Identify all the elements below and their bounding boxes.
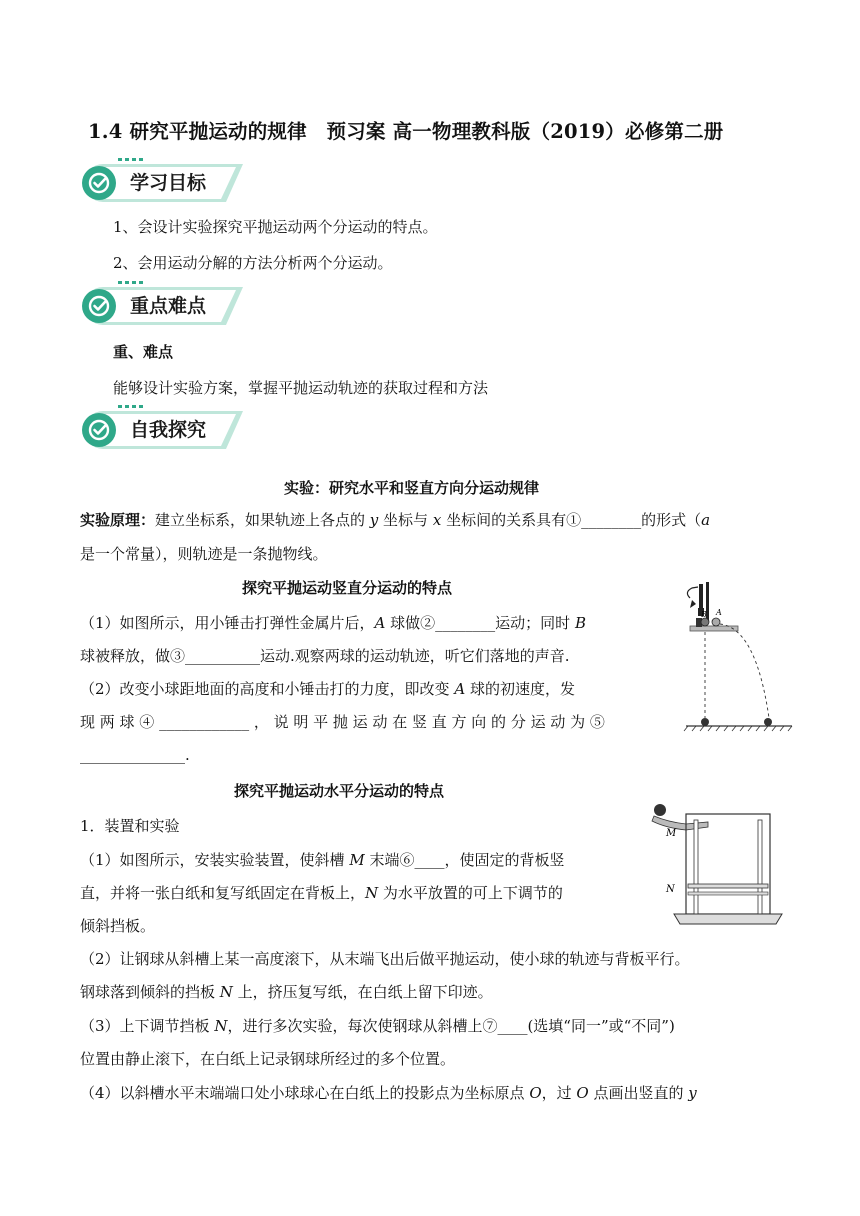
section-badge-explore	[78, 405, 248, 455]
horizontal-p1-line3: 倾斜挡板。	[80, 917, 156, 935]
vertical-p1-line2: 球被释放，做③__________运动.观察两球的运动轨迹，听它们落地的声音.	[80, 647, 570, 665]
text: 上，挤压复写纸，在白纸上留下印迹。	[232, 983, 493, 1001]
vertical-heading: 探究平抛运动竖直分运动的特点	[242, 579, 453, 597]
var: N	[219, 983, 233, 1001]
principle-label: 实验原理：	[80, 511, 156, 529]
horizontal-p3-line2: 位置由静止滚下，在白纸上记录钢球所经过的多个位置。	[80, 1050, 456, 1068]
text: 球的初速度，发	[465, 680, 575, 698]
text: （4）以斜槽水平末端端口处小球球心在白纸上的投影点为坐标原点	[80, 1084, 530, 1102]
horizontal-p2-line2	[80, 981, 493, 1003]
section-title-goals: 学习目标	[130, 172, 207, 194]
vertical-p2-line3: ______________.	[80, 746, 190, 764]
horizontal-p2-line1: （2）让钢球从斜槽上某一高度滚下，从末端飞出后做平抛运动，使小球的轨迹与背板平行。	[80, 950, 690, 968]
text: （3）上下调节挡板	[80, 1017, 215, 1035]
principle-line-2: 是一个常量），则轨迹是一条抛物线。	[80, 545, 328, 563]
text: 为水平放置的可上下调节的	[378, 884, 563, 902]
text: 点画出竖直的	[588, 1084, 689, 1102]
horizontal-heading: 探究平抛运动水平分运动的特点	[234, 782, 445, 800]
text: 建立坐标系，如果轨迹上各点的	[155, 511, 370, 529]
vertical-p1-line1	[80, 612, 586, 634]
horizontal-p3-line1	[80, 1015, 675, 1037]
vertical-p2-line1	[80, 678, 575, 700]
horizontal-p1-line2	[80, 882, 563, 904]
var: N	[365, 884, 379, 902]
horizontal-p1-line1	[80, 849, 564, 871]
var: N	[214, 1017, 228, 1035]
section-title-explore: 自我探究	[130, 419, 207, 441]
goal-2: 2、会用运动分解的方法分析两个分运动。	[113, 254, 393, 272]
horizontal-p4-line1	[80, 1082, 697, 1104]
figure-label-M: M	[666, 828, 677, 839]
var: M	[349, 851, 365, 869]
var: O	[576, 1084, 589, 1102]
principle-line-1	[80, 509, 710, 531]
page-title: 1.4 研究平抛运动的规律 预习案 高一物理教科版（2019）必修第二册	[88, 120, 724, 143]
figure-projectile-apparatus	[648, 800, 788, 932]
figure-free-fall-apparatus	[676, 578, 796, 738]
var: y	[688, 1084, 697, 1102]
var: x	[432, 511, 442, 529]
vertical-p2-line2: 现 两 球 ④ ____________ ， 说 明 平 抛 运 动 在 竖 直 方 向 的 分 运 动 为 ⑤	[80, 713, 605, 731]
section-badge-goals	[78, 158, 248, 208]
section-badge-key	[78, 281, 248, 331]
var: B	[574, 614, 586, 632]
text: 钢球落到倾斜的挡板	[80, 983, 220, 1001]
text: 球做②________运动；同时	[385, 614, 575, 632]
text: 坐标与	[378, 511, 433, 529]
var: A	[374, 614, 386, 632]
var: A	[454, 680, 466, 698]
text: （1）如图所示，安装实验装置，使斜槽	[80, 851, 350, 869]
text: （1）如图所示，用小锤击打弹性金属片后，	[80, 614, 375, 632]
var: y	[369, 511, 379, 529]
experiment-heading: 实验：研究水平和竖直方向分运动规律	[284, 479, 540, 497]
var: a	[701, 511, 711, 529]
text: ，过	[541, 1084, 577, 1102]
var: O	[529, 1084, 542, 1102]
text: 坐标间的关系具有①________的形式（	[441, 511, 702, 529]
text: 末端⑥____，使固定的背板竖	[364, 851, 565, 869]
goal-1: 1、会设计实验探究平抛运动两个分运动的特点。	[113, 218, 438, 236]
figure-label-B: B	[701, 610, 707, 619]
text: （2）改变小球距地面的高度和小锤击打的力度，即改变	[80, 680, 455, 698]
key-label: 重、难点	[113, 343, 174, 361]
text: ，进行多次实验，每次使钢球从斜槽上⑦____(选填“同一”或“不同”)	[227, 1017, 675, 1035]
horizontal-step-1: 1．装置和实验	[80, 817, 180, 835]
key-text: 能够设计实验方案，掌握平抛运动轨迹的获取过程和方法	[113, 379, 489, 397]
figure-label-N: N	[666, 884, 675, 895]
text: 直，并将一张白纸和复写纸固定在背板上，	[80, 884, 366, 902]
figure-label-A: A	[716, 608, 722, 617]
section-title-key: 重点难点	[130, 295, 207, 317]
